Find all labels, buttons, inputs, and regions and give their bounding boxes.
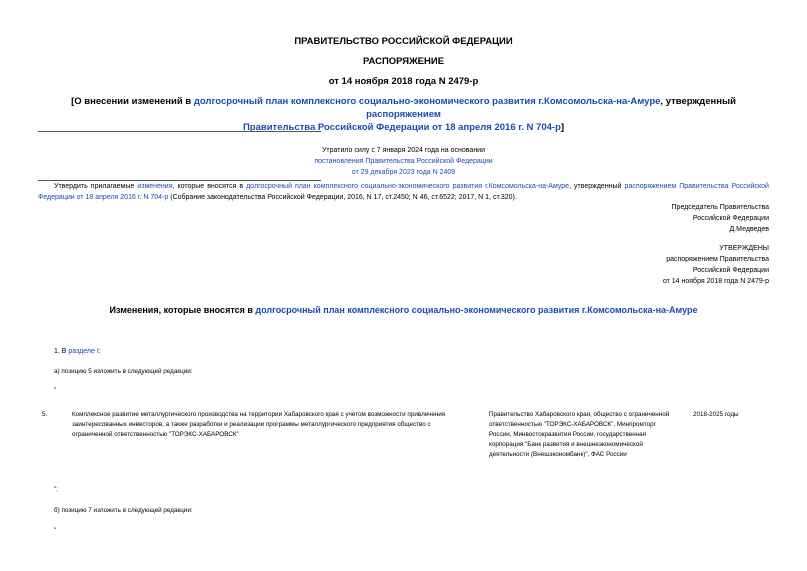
row-number: 5. (42, 411, 48, 418)
open-quote-2: " (54, 527, 57, 534)
close-quote: "; (54, 486, 58, 493)
open-quote: " (54, 387, 57, 394)
item-a: а) позицию 5 изложить в следующей редакции: (54, 368, 193, 375)
validity-line-1: Утратило силу с 7 января 2024 года на основании (321, 147, 486, 154)
title-middle: , утвержденный (660, 96, 736, 107)
signature-name: Д.Медведев (729, 226, 769, 233)
title-link-order[interactable]: распоряжением (366, 109, 441, 120)
body-paragraph (38, 181, 769, 203)
row-executors: Правительство Хабаровского края, общество с ограниченной ответственностью "ТОРЭКС-ХАБАРОВСК", Минпромторг России, Минвостокразвития России, государственная корпорация "Банк развития и внешнеэкономической деятельности (Внешэкономбанк)", ФАС России (489, 411, 670, 458)
document-date-number: от 14 ноября 2018 года N 2479-р (328, 76, 479, 87)
p1-link-changes[interactable]: изменения (137, 183, 173, 190)
item-1-link-section[interactable]: разделе I (68, 348, 99, 355)
validity-note (0, 145, 807, 178)
title-suffix: ] (560, 122, 565, 133)
approved-block (663, 243, 769, 287)
item-1-prefix: 1. В (54, 348, 69, 355)
p1-start: Утвердить прилагаемые (54, 183, 138, 190)
changes-title (0, 305, 807, 315)
item-1-suffix: : (98, 348, 101, 355)
document-type: РАСПОРЯЖЕНИЕ (362, 56, 445, 67)
government-heading: ПРАВИТЕЛЬСТВО РОССИЙСКОЙ ФЕДЕРАЦИИ (294, 36, 513, 47)
p1-mid2: , утвержденный (569, 183, 625, 190)
row-period: 2018-2025 годы (693, 411, 739, 418)
changes-title-link[interactable]: долгосрочный план комплексного социально-экономического развития г.Комсомольска-на-Амуре (255, 305, 698, 315)
validity-link-resolution[interactable]: постановления Правительства Российской Федерации (314, 158, 493, 165)
approved-heading: УТВЕРЖДЕНЫ (719, 245, 769, 252)
item-b: б) позицию 7 изложить в следующей редакции: (54, 507, 193, 514)
item-1 (54, 346, 101, 357)
signature-block (672, 202, 769, 235)
p1-end: (Собрание законодательства Российской Федерации, 2016, N 17, ст.2450; N 46, ст.6522; 2017, N 1, ст.320). (168, 194, 517, 201)
p1-link-plan[interactable]: долгосрочный план комплексного социально-экономического развития г.Комсомольска-на-Амуре (246, 183, 570, 190)
signature-country: Российской Федерации (692, 215, 769, 222)
divider (38, 131, 321, 132)
p1-link-order[interactable]: распоряжением Правительства (624, 183, 729, 190)
p1-mid1: , которые вносятся в (172, 183, 247, 190)
approved-by: распоряжением Правительства (666, 256, 769, 263)
document-title (40, 95, 767, 134)
changes-title-prefix: Изменения, которые вносятся в (109, 305, 256, 315)
approved-country: Российской Федерации (692, 267, 769, 274)
row-description: Комплексное развитие металлургического производства на территории Хабаровского края с учетом возможности привлечения заинтересованных инвесторов, а также разработки и реализации программы металлургического предприятия общество с ограниченной ответственностью "ТОРЭКС-ХАБАРОВСК" (72, 411, 446, 438)
title-link-plan[interactable]: долгосрочный план комплексного социально-экономического развития г.Комсомольска-на-Амуре (193, 96, 661, 107)
title-prefix: [О внесении изменений в (71, 96, 194, 107)
title-link-order-detail[interactable]: Правительства Российской Федерации от 18 апреля 2016 г. N 704-р (242, 122, 561, 133)
p1-link-order-detail[interactable]: Российской Федерации от 18 апреля 2016 г. N 704-р (38, 183, 769, 201)
validity-link-date[interactable]: от 29 декабря 2023 года N 2409 (351, 169, 456, 176)
signature-position: Председатель Правительства (671, 204, 769, 211)
approved-date: от 14 ноября 2018 года N 2479-р (662, 278, 769, 285)
